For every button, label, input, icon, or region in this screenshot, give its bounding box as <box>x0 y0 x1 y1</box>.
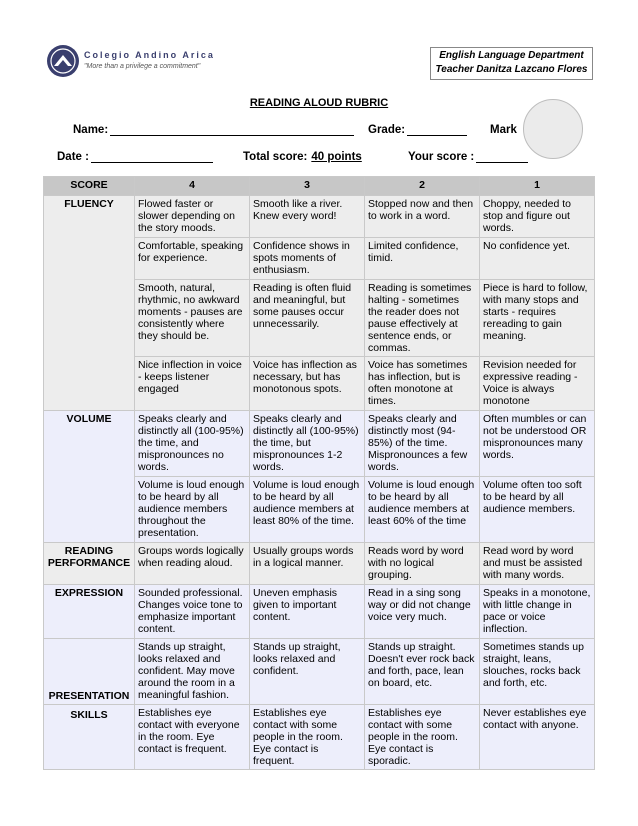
table-cell: Volume is loud enough to be heard by all audience members throughout the presentation. <box>135 477 250 543</box>
date-line[interactable] <box>91 162 213 163</box>
page-title: READING ALOUD RUBRIC <box>249 97 389 109</box>
table-cell: Reads word by word with no logical grouping. <box>365 543 480 585</box>
table-cell: Stands up straight. Doesn't ever rock back and forth, pace, lean on board, etc. <box>365 639 480 705</box>
table-cell: Sounded professional. Changes voice tone to emphasize important content. <box>135 585 250 639</box>
table-row <box>44 543 595 585</box>
table-row <box>44 196 595 238</box>
school-name: Colegio Andino Arica <box>84 50 215 60</box>
grade-label: Grade: <box>368 124 406 136</box>
table-cell: Reading is sometimes halting - sometimes the reader does not pause effectively at sentence ends, or commas. <box>365 280 480 357</box>
table-cell: Read in a sing song way or did not change voice very much. <box>365 585 480 639</box>
table-cell: Confidence shows in spots moments of enthusiasm. <box>250 238 365 280</box>
your-score-line[interactable] <box>476 162 528 163</box>
total-score <box>243 151 362 163</box>
mark-label: Mark <box>490 124 517 136</box>
category-presentation: PRESENTATION <box>44 639 135 705</box>
teacher-name: Teacher Danitza Lazcano Flores <box>435 64 588 75</box>
table-cell: Never establishes eye contact with anyone. <box>480 705 595 770</box>
name-field[interactable] <box>73 124 354 136</box>
rubric-table <box>43 176 595 770</box>
table-cell: Voice has sometimes has inflection, but is often monotone at times. <box>365 357 480 411</box>
name-line[interactable] <box>110 135 354 136</box>
table-cell: Limited confidence, timid. <box>365 238 480 280</box>
table-cell: Speaks clearly and distinctly all (100-95%) the time, and mispronounces no words. <box>135 411 250 477</box>
table-cell: Usually groups words in a logical manner. <box>250 543 365 585</box>
table-cell: Read word by word and must be assisted with many words. <box>480 543 595 585</box>
header-score: SCORE <box>44 177 135 196</box>
table-cell: Piece is hard to follow, with many stops and starts - requires rereading to gain meaning. <box>480 280 595 357</box>
table-cell: Voice has inflection as necessary, but has monotonous spots. <box>250 357 365 411</box>
table-cell: Choppy, needed to stop and figure out words. <box>480 196 595 238</box>
category-volume: VOLUME <box>44 411 135 543</box>
category-skills: SKILLS <box>44 705 135 770</box>
table-cell: Nice inflection in voice - keeps listener engaged <box>135 357 250 411</box>
grade-line[interactable] <box>407 135 467 136</box>
table-cell: Comfortable, speaking for experience. <box>135 238 250 280</box>
name-label: Name: <box>73 124 109 136</box>
table-row <box>44 639 595 705</box>
table-cell: Establishes eye contact with some people in the room. Eye contact is sporadic. <box>365 705 480 770</box>
total-score-label: Total score: <box>243 151 308 163</box>
category-expression: EXPRESSION <box>44 585 135 639</box>
table-cell: Reading is often fluid and meaningful, but some pauses occur unnecessarily. <box>250 280 365 357</box>
total-score-value: 40 points <box>311 151 362 163</box>
table-cell: Stands up straight, looks relaxed and confident. <box>250 639 365 705</box>
header-1: 1 <box>480 177 595 196</box>
table-cell: Speaks clearly and distinctly all (100-95%) the time, but mispronounces 1-2 words. <box>250 411 365 477</box>
table-cell: Stands up straight, looks relaxed and confident. May move around the room in a meaningful fashion. <box>135 639 250 705</box>
table-cell: Smooth like a river. Knew every word! <box>250 196 365 238</box>
table-cell: Speaks clearly and distinctly most (94-85%) of the time. Mispronounces a few words. <box>365 411 480 477</box>
date-label: Date : <box>57 151 89 163</box>
table-cell: No confidence yet. <box>480 238 595 280</box>
school-tagline: "More than a privilege a commitment" <box>84 63 201 70</box>
table-cell: Volume is loud enough to be heard by all audience members at least 60% of the time <box>365 477 480 543</box>
date-field[interactable] <box>57 151 213 163</box>
table-cell: Volume often too soft to be heard by all audience members. <box>480 477 595 543</box>
table-row <box>44 585 595 639</box>
table-row <box>44 411 595 477</box>
category-reading-performance: READING PERFORMANCE <box>44 543 135 585</box>
header-row <box>44 177 595 196</box>
school-emblem-icon <box>46 44 80 78</box>
table-cell: Sometimes stands up straight, leans, slouches, rocks back and forth, etc. <box>480 639 595 705</box>
table-cell: Establishes eye contact with everyone in the room. Eye contact is frequent. <box>135 705 250 770</box>
table-cell: Speaks in a monotone, with little change in pace or voice inflection. <box>480 585 595 639</box>
school-logo <box>46 44 286 84</box>
table-cell: Flowed faster or slower depending on the story moods. <box>135 196 250 238</box>
your-score-label: Your score : <box>408 151 475 163</box>
header-3: 3 <box>250 177 365 196</box>
category-fluency: FLUENCY <box>44 196 135 411</box>
table-cell: Smooth, natural, rhythmic, no awkward moments - pauses are consistently where they should be. <box>135 280 250 357</box>
table-cell: Groups words logically when reading aloud. <box>135 543 250 585</box>
your-score-field[interactable] <box>408 151 528 163</box>
department-box <box>430 47 593 80</box>
table-row <box>44 705 595 770</box>
table-cell: Stopped now and then to work in a word. <box>365 196 480 238</box>
header-2: 2 <box>365 177 480 196</box>
table-cell: Volume is loud enough to be heard by all audience members at least 80% of the time. <box>250 477 365 543</box>
header-4: 4 <box>135 177 250 196</box>
table-cell: Uneven emphasis given to important content. <box>250 585 365 639</box>
department-name: English Language Department <box>439 50 584 61</box>
table-cell: Revision needed for expressive reading - Voice is always monotone <box>480 357 595 411</box>
grade-field[interactable] <box>368 124 467 136</box>
table-cell: Often mumbles or can not be understood OR mispronounces many words. <box>480 411 595 477</box>
table-cell: Establishes eye contact with some people in the room. Eye contact is frequent. <box>250 705 365 770</box>
